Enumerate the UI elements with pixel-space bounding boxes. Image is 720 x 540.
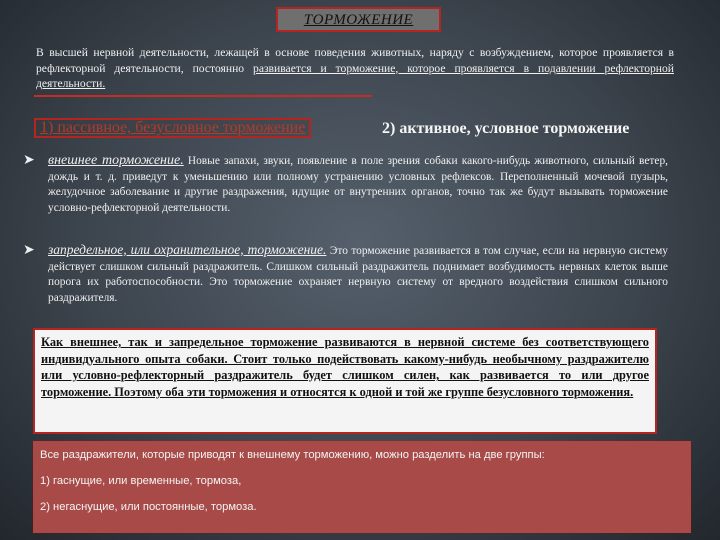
intro-text: В высшей нервной деятельности, лежащей в основе поведения животных, наряду с возбуждением, которое проявляется в рефлекторной деятельности, постоянно [36, 46, 674, 75]
protective-inhibition-lead: запредельное, или охранительное, торможение. [48, 242, 327, 257]
passive-inhibition-label: 1) пассивное, безусловное торможение [34, 118, 311, 138]
groups-panel [33, 441, 691, 533]
arrow-bullet-icon: ➤ [23, 243, 35, 258]
external-inhibition-paragraph [48, 153, 668, 216]
active-inhibition-label: 2) активное, условное торможение [382, 120, 630, 137]
protective-inhibition-text: Это торможение развивается в том случае, если на нервную систему действует слишком сильный раздражитель. Слишком сильный раздражитель поднимает возбудимость нервных клеток выше порога их работоспособности. Это торможение охраняет нервную систему от вредного воздействия слишком сильного раздражителя. [48, 245, 668, 304]
arrow-bullet-icon: ➤ [23, 153, 35, 168]
summary-note [33, 328, 657, 434]
groups-item-1: 1) гаснущие, или временные, тормоза, [40, 475, 242, 487]
groups-item-2: 2) негаснущие, или постоянные, тормоза. [40, 501, 257, 513]
groups-heading: Все раздражители, которые приводят к внешнему торможению, можно разделить на две группы: [40, 449, 545, 461]
external-inhibition-lead: внешнее торможение. [48, 153, 184, 168]
summary-note-text: Как внешнее, так и запредельное торможение развиваются в нервной системе без соответствующего индивидуального опыта собаки. Стоит только подействовать какому-нибудь необычному раздражителю или условно-рефлекторный раздражитель будет слишком силен, как развивается то или другое торможение. Поэтому оба эти торможения и относятся к одной и той же группе безусловного торможения. [41, 335, 649, 399]
page-title: ТОРМОЖЕНИЕ [276, 7, 441, 32]
protective-inhibition-paragraph [48, 242, 668, 306]
intro-paragraph [36, 45, 674, 92]
external-inhibition-text: Новые запахи, звуки, появление в поле зрения собаки какого-нибудь животного, сильный ветер, дождь и т. д. приведут к уменьшению или полному устранению условных рефлексов. Переполненный мочевой пузырь, желудочное заболевание и другие раздражения, идущие от внутренних органов, точно так же будут вызывать торможение условно-рефлекторной деятельности. [48, 155, 668, 214]
intro-text-underlined: развивается и торможение, которое проявляется в подавлении рефлекторной деятельности. [36, 61, 674, 90]
